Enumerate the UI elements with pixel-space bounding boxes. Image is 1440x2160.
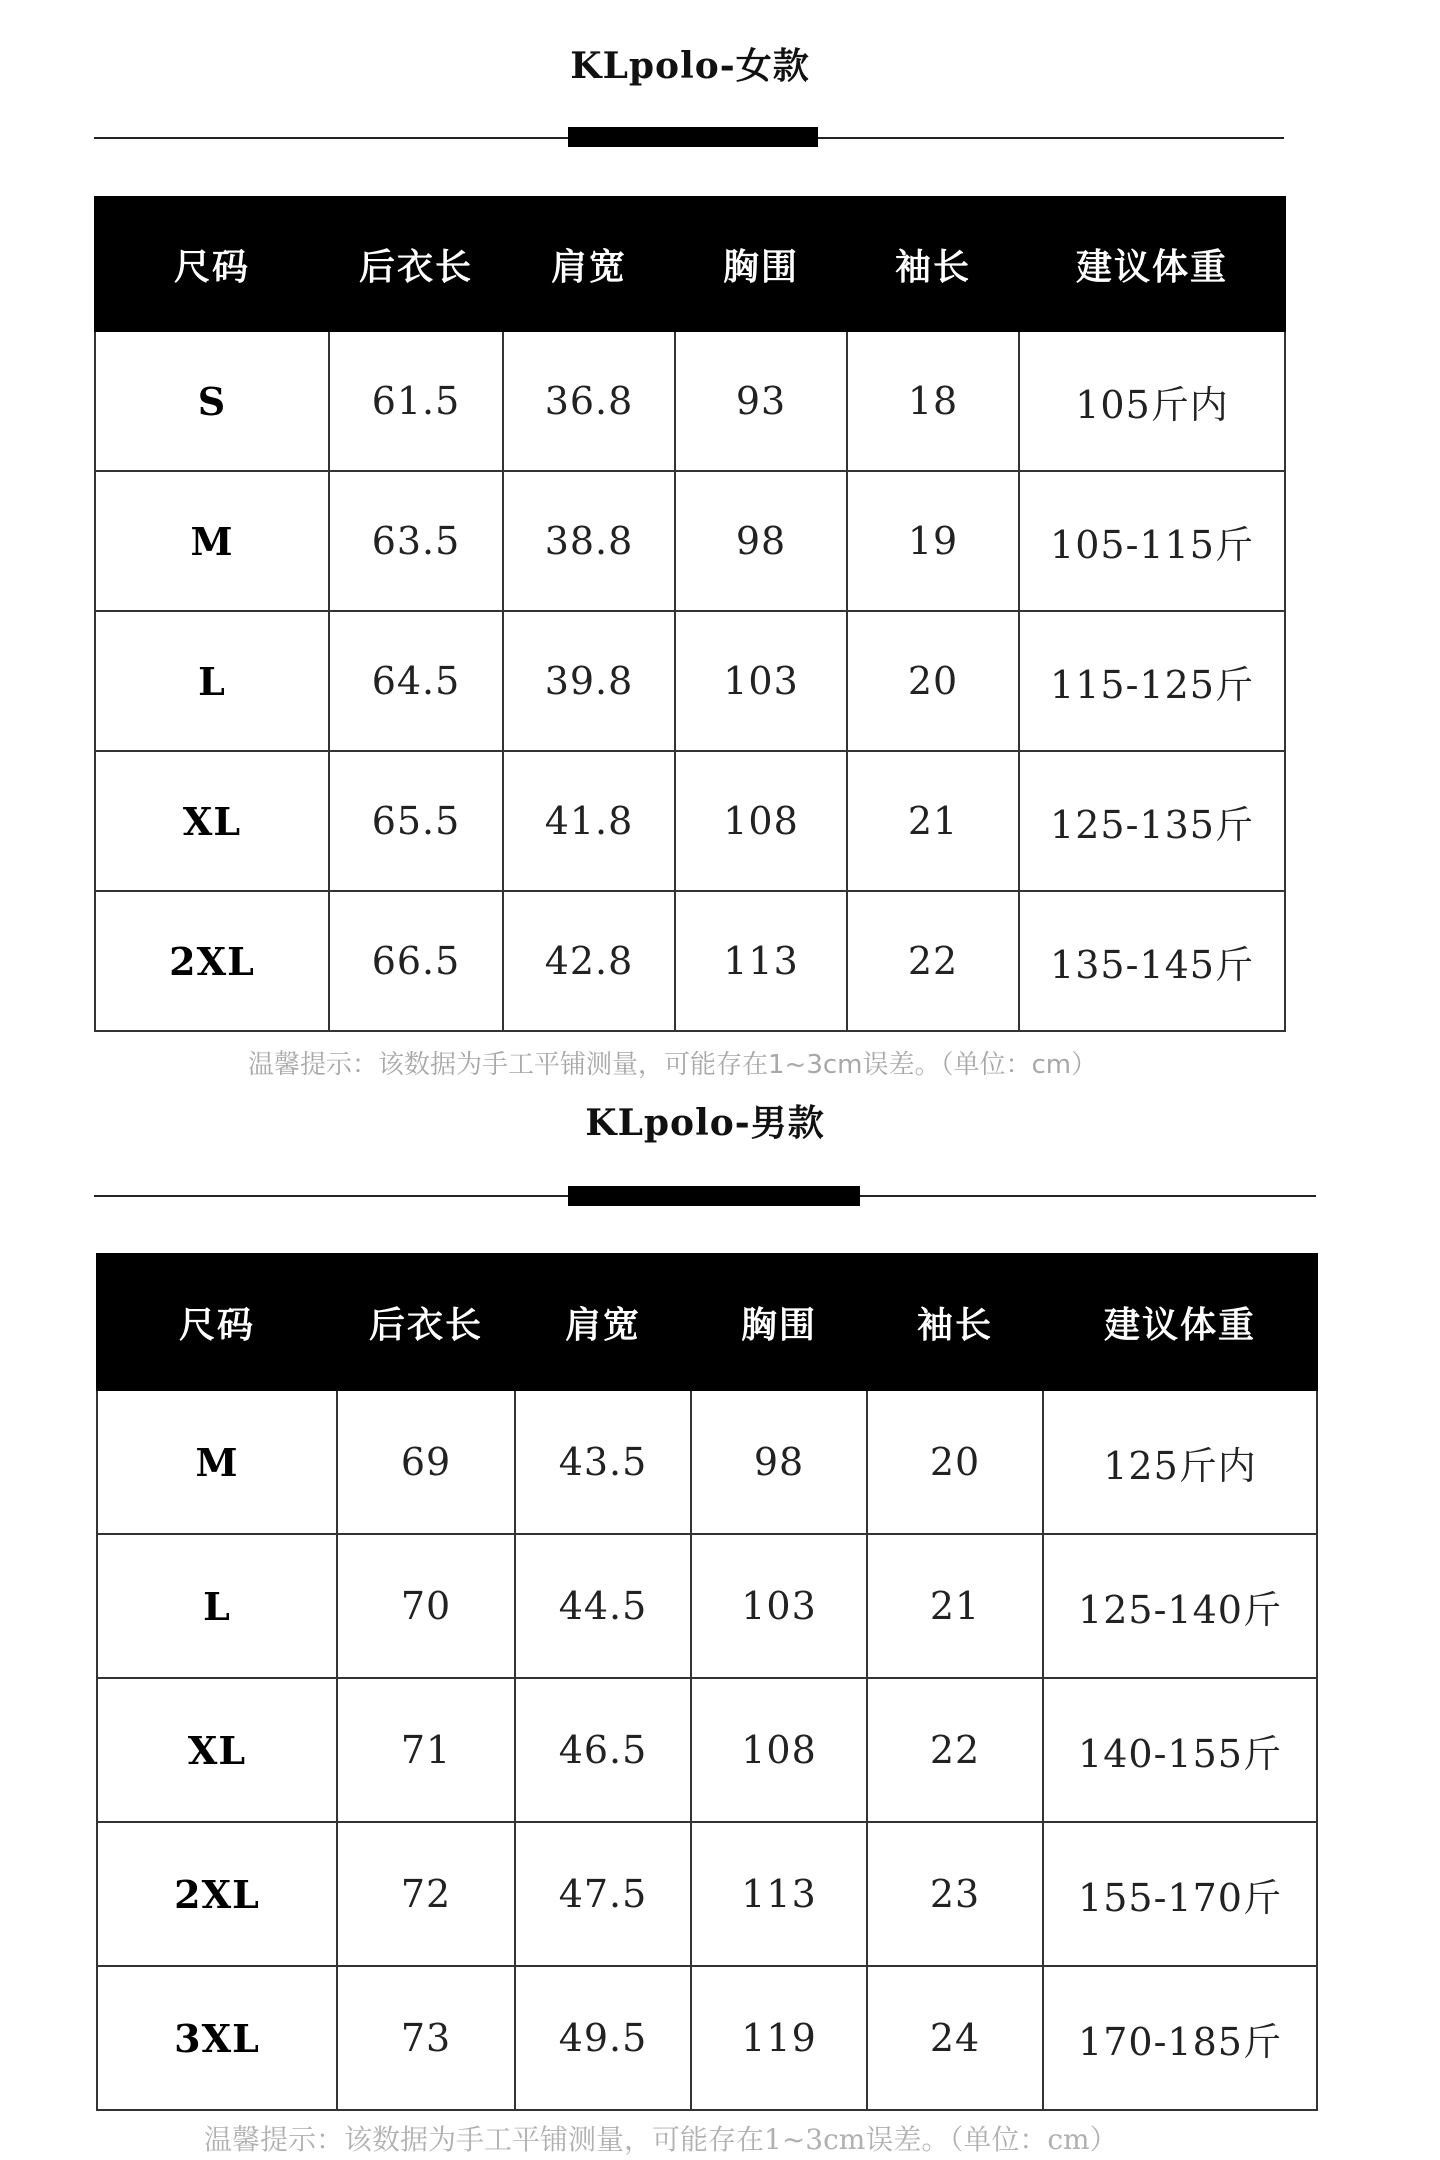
table-row xyxy=(97,1390,1317,1534)
back-length-cell: 70 xyxy=(337,1534,515,1678)
sleeve-length-cell: 24 xyxy=(867,1966,1043,2110)
size-cell: 2XL xyxy=(95,891,329,1031)
table-row xyxy=(97,1534,1317,1678)
table-row xyxy=(97,1966,1317,2110)
table-row xyxy=(95,331,1285,471)
chest-cell: 103 xyxy=(691,1534,867,1678)
women-chart-title: KLpolo-女款 xyxy=(570,45,810,87)
shoulder-width-cell: 49.5 xyxy=(515,1966,691,2110)
size-cell: M xyxy=(97,1390,337,1534)
back-length-cell: 64.5 xyxy=(329,611,503,751)
shoulder-width-cell: 39.8 xyxy=(503,611,675,751)
table-row xyxy=(95,751,1285,891)
shoulder-width-cell: 44.5 xyxy=(515,1534,691,1678)
weight-cell: 170-185斤 xyxy=(1043,1966,1317,2110)
back-length-cell: 61.5 xyxy=(329,331,503,471)
table-row xyxy=(97,1678,1317,1822)
header-shoulder-width: 肩宽 xyxy=(503,197,675,331)
size-cell: L xyxy=(95,611,329,751)
weight-cell: 105-115斤 xyxy=(1019,471,1285,611)
sleeve-length-cell: 20 xyxy=(847,611,1019,751)
shoulder-width-cell: 41.8 xyxy=(503,751,675,891)
sleeve-length-cell: 18 xyxy=(847,331,1019,471)
table-row xyxy=(95,891,1285,1031)
header-size: 尺码 xyxy=(97,1254,337,1390)
weight-cell: 140-155斤 xyxy=(1043,1678,1317,1822)
shoulder-width-cell: 36.8 xyxy=(503,331,675,471)
women-measurement-note: 温馨提示：该数据为手工平铺测量，可能存在1~3cm误差。（单位：cm） xyxy=(248,1050,1098,1080)
size-cell: XL xyxy=(95,751,329,891)
chest-cell: 113 xyxy=(675,891,847,1031)
sleeve-length-cell: 21 xyxy=(847,751,1019,891)
chest-cell: 98 xyxy=(691,1390,867,1534)
shoulder-width-cell: 47.5 xyxy=(515,1822,691,1966)
size-cell: XL xyxy=(97,1678,337,1822)
men-measurement-note: 温馨提示：该数据为手工平铺测量，可能存在1~3cm误差。（单位：cm） xyxy=(204,2123,1118,2156)
header-suggested-weight: 建议体重 xyxy=(1019,197,1285,331)
size-cell: M xyxy=(95,471,329,611)
header-back-length: 后衣长 xyxy=(329,197,503,331)
header-chest: 胸围 xyxy=(691,1254,867,1390)
sleeve-length-cell: 19 xyxy=(847,471,1019,611)
weight-cell: 135-145斤 xyxy=(1019,891,1285,1031)
sleeve-length-cell: 22 xyxy=(847,891,1019,1031)
men-size-table xyxy=(96,1253,1318,2111)
back-length-cell: 73 xyxy=(337,1966,515,2110)
women-size-table xyxy=(94,196,1286,1032)
weight-cell: 155-170斤 xyxy=(1043,1822,1317,1966)
women-title-rule-accent xyxy=(568,127,818,147)
chest-cell: 113 xyxy=(691,1822,867,1966)
header-back-length: 后衣长 xyxy=(337,1254,515,1390)
back-length-cell: 69 xyxy=(337,1390,515,1534)
header-chest: 胸围 xyxy=(675,197,847,331)
chest-cell: 93 xyxy=(675,331,847,471)
back-length-cell: 72 xyxy=(337,1822,515,1966)
men-header-row xyxy=(97,1254,1317,1390)
shoulder-width-cell: 42.8 xyxy=(503,891,675,1031)
back-length-cell: 65.5 xyxy=(329,751,503,891)
sleeve-length-cell: 20 xyxy=(867,1390,1043,1534)
size-cell: 2XL xyxy=(97,1822,337,1966)
chest-cell: 108 xyxy=(691,1678,867,1822)
back-length-cell: 63.5 xyxy=(329,471,503,611)
weight-cell: 125-135斤 xyxy=(1019,751,1285,891)
header-sleeve-length: 袖长 xyxy=(847,197,1019,331)
chest-cell: 108 xyxy=(675,751,847,891)
weight-cell: 125-140斤 xyxy=(1043,1534,1317,1678)
sleeve-length-cell: 21 xyxy=(867,1534,1043,1678)
table-row xyxy=(95,471,1285,611)
men-chart-title: KLpolo-男款 xyxy=(585,1102,825,1144)
chest-cell: 103 xyxy=(675,611,847,751)
back-length-cell: 66.5 xyxy=(329,891,503,1031)
weight-cell: 115-125斤 xyxy=(1019,611,1285,751)
shoulder-width-cell: 46.5 xyxy=(515,1678,691,1822)
chest-cell: 119 xyxy=(691,1966,867,2110)
size-cell: S xyxy=(95,331,329,471)
header-sleeve-length: 袖长 xyxy=(867,1254,1043,1390)
sleeve-length-cell: 22 xyxy=(867,1678,1043,1822)
table-row xyxy=(95,611,1285,751)
table-row xyxy=(97,1822,1317,1966)
shoulder-width-cell: 43.5 xyxy=(515,1390,691,1534)
size-cell: 3XL xyxy=(97,1966,337,2110)
sleeve-length-cell: 23 xyxy=(867,1822,1043,1966)
weight-cell: 125斤内 xyxy=(1043,1390,1317,1534)
header-shoulder-width: 肩宽 xyxy=(515,1254,691,1390)
weight-cell: 105斤内 xyxy=(1019,331,1285,471)
size-cell: L xyxy=(97,1534,337,1678)
women-header-row xyxy=(95,197,1285,331)
header-suggested-weight: 建议体重 xyxy=(1043,1254,1317,1390)
shoulder-width-cell: 38.8 xyxy=(503,471,675,611)
back-length-cell: 71 xyxy=(337,1678,515,1822)
header-size: 尺码 xyxy=(95,197,329,331)
men-title-rule-accent xyxy=(568,1186,860,1206)
chest-cell: 98 xyxy=(675,471,847,611)
